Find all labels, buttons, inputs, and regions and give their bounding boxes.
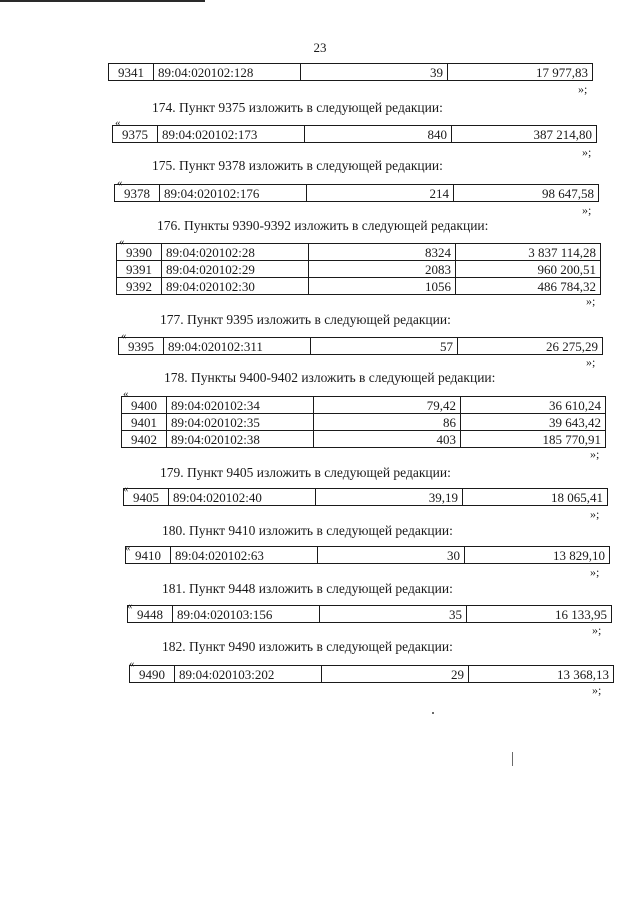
opening-quote: « xyxy=(129,658,135,670)
cadastral-number: 89:04:020102:173 xyxy=(158,126,305,143)
table-row xyxy=(122,397,606,414)
area-value: 29 xyxy=(322,666,469,683)
cost-value: 13 368,13 xyxy=(469,666,614,683)
cost-value: 185 770,91 xyxy=(461,431,606,448)
cost-value: 26 275,29 xyxy=(458,338,603,355)
item-number: 9448 xyxy=(128,606,173,623)
opening-quote: « xyxy=(119,236,125,248)
table-row xyxy=(117,261,601,278)
area-value: 8324 xyxy=(309,244,456,261)
cost-value: 36 610,24 xyxy=(461,397,606,414)
area-value: 214 xyxy=(307,185,454,202)
cadastral-number: 89:04:020102:63 xyxy=(171,547,318,564)
cadastral-number: 89:04:020102:28 xyxy=(162,244,309,261)
area-value: 57 xyxy=(311,338,458,355)
cadastral-number: 89:04:020102:34 xyxy=(167,397,314,414)
opening-quote: « xyxy=(115,117,121,129)
section-heading: 182. Пункт 9490 изложить в следующей редакции: xyxy=(162,639,453,654)
cost-value: 17 977,83 xyxy=(448,64,593,81)
scan-dot xyxy=(432,712,434,714)
area-value: 39 xyxy=(301,64,448,81)
cadastral-number: 89:04:020102:38 xyxy=(167,431,314,448)
item-number: 9401 xyxy=(122,414,167,431)
cadastral-number: 89:04:020102:176 xyxy=(160,185,307,202)
entry-table xyxy=(129,665,614,683)
opening-quote: « xyxy=(121,330,127,342)
cost-value: 13 829,10 xyxy=(465,547,610,564)
table-row xyxy=(128,606,612,623)
section-heading: 174. Пункт 9375 изложить в следующей редакции: xyxy=(152,100,443,115)
section-heading: 180. Пункт 9410 изложить в следующей редакции: xyxy=(162,523,453,538)
entry-table xyxy=(121,396,606,448)
area-value: 30 xyxy=(318,547,465,564)
table-row xyxy=(130,666,614,683)
section-heading: 181. Пункт 9448 изложить в следующей редакции: xyxy=(162,581,453,596)
item-number: 9400 xyxy=(122,397,167,414)
cost-value: 18 065,41 xyxy=(463,489,608,506)
item-number: 9490 xyxy=(130,666,175,683)
item-number: 9410 xyxy=(126,547,171,564)
area-value: 86 xyxy=(314,414,461,431)
area-value: 2083 xyxy=(309,261,456,278)
cadastral-number: 89:04:020103:202 xyxy=(175,666,322,683)
opening-quote: « xyxy=(123,388,129,400)
cost-value: 387 214,80 xyxy=(452,126,597,143)
item-number: 9378 xyxy=(115,185,160,202)
area-value: 1056 xyxy=(309,278,456,295)
entry-table xyxy=(123,488,608,506)
cadastral-number: 89:04:020102:311 xyxy=(164,338,311,355)
opening-quote: « xyxy=(123,483,129,495)
entry-table xyxy=(118,337,603,355)
table-row xyxy=(113,126,597,143)
table-row xyxy=(109,64,593,81)
closing-quote: »; xyxy=(586,355,596,369)
cost-value: 39 643,42 xyxy=(461,414,606,431)
entry-table xyxy=(112,125,597,143)
section-heading: 175. Пункт 9378 изложить в следующей редакции: xyxy=(152,158,443,173)
cost-value: 16 133,95 xyxy=(467,606,612,623)
page-number: 23 xyxy=(313,40,327,55)
entry-table xyxy=(116,243,601,295)
cadastral-number: 89:04:020102:30 xyxy=(162,278,309,295)
closing-quote: »; xyxy=(578,82,588,96)
table-row xyxy=(122,414,606,431)
area-value: 79,42 xyxy=(314,397,461,414)
item-number: 9390 xyxy=(117,244,162,261)
cadastral-number: 89:04:020103:156 xyxy=(173,606,320,623)
cost-value: 3 837 114,28 xyxy=(456,244,601,261)
table-row xyxy=(117,244,601,261)
closing-quote: »; xyxy=(582,145,592,159)
opening-quote: « xyxy=(125,542,131,554)
area-value: 35 xyxy=(320,606,467,623)
closing-quote: »; xyxy=(586,294,596,308)
cost-value: 486 784,32 xyxy=(456,278,601,295)
opening-quote: « xyxy=(117,177,123,189)
item-number: 9375 xyxy=(113,126,158,143)
opening-quote: « xyxy=(127,600,133,612)
section-heading: 178. Пункты 9400-9402 изложить в следующей редакции: xyxy=(164,370,496,385)
table-row xyxy=(124,489,608,506)
item-number: 9395 xyxy=(119,338,164,355)
cost-value: 98 647,58 xyxy=(454,185,599,202)
area-value: 39,19 xyxy=(316,489,463,506)
table-row xyxy=(126,547,610,564)
scan-mark xyxy=(512,752,513,766)
entry-table xyxy=(127,605,612,623)
cadastral-number: 89:04:020102:35 xyxy=(167,414,314,431)
item-number: 9402 xyxy=(122,431,167,448)
table-row xyxy=(122,431,606,448)
cost-value: 960 200,51 xyxy=(456,261,601,278)
closing-quote: »; xyxy=(592,623,602,637)
table-row xyxy=(117,278,601,295)
item-number: 9391 xyxy=(117,261,162,278)
item-number: 9405 xyxy=(124,489,169,506)
section-heading: 179. Пункт 9405 изложить в следующей редакции: xyxy=(160,465,451,480)
closing-quote: »; xyxy=(590,447,600,461)
cadastral-number: 89:04:020102:128 xyxy=(154,64,301,81)
item-number: 9392 xyxy=(117,278,162,295)
entry-table xyxy=(125,546,610,564)
section-heading: 176. Пункты 9390-9392 изложить в следующей редакции: xyxy=(157,218,489,233)
scan-edge-line xyxy=(0,0,205,2)
cadastral-number: 89:04:020102:29 xyxy=(162,261,309,278)
closing-quote: »; xyxy=(582,203,592,217)
cadastral-number: 89:04:020102:40 xyxy=(169,489,316,506)
item-number: 9341 xyxy=(109,64,154,81)
closing-quote: »; xyxy=(590,507,600,521)
section-heading: 177. Пункт 9395 изложить в следующей редакции: xyxy=(160,312,451,327)
closing-quote: »; xyxy=(592,683,602,697)
entry-table-top xyxy=(108,63,593,81)
table-row xyxy=(119,338,603,355)
entry-table xyxy=(114,184,599,202)
closing-quote: »; xyxy=(590,565,600,579)
table-row xyxy=(115,185,599,202)
area-value: 403 xyxy=(314,431,461,448)
area-value: 840 xyxy=(305,126,452,143)
